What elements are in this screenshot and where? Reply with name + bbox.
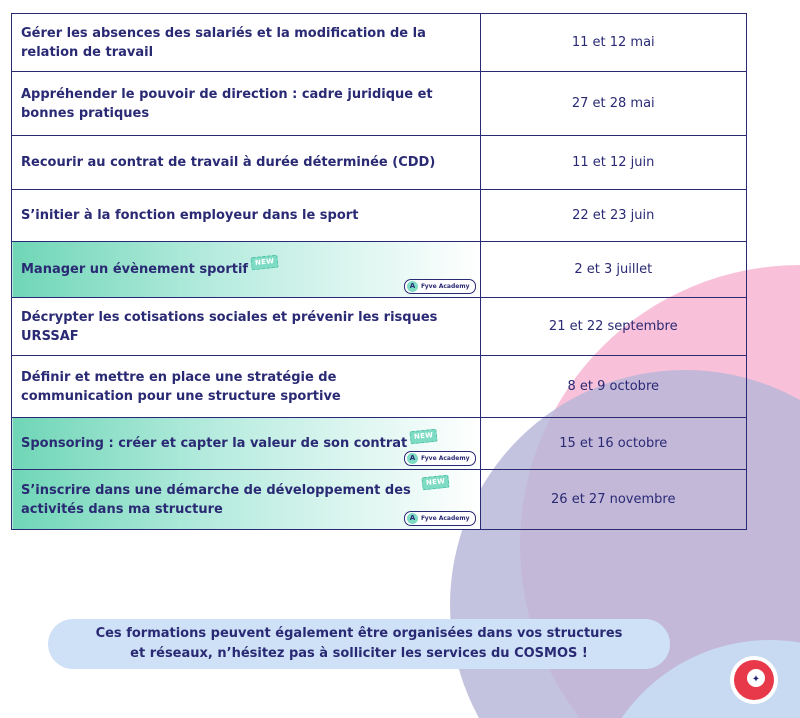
academy-label: Fyve Academy xyxy=(420,282,470,290)
academy-label: Fyve Academy xyxy=(420,514,470,522)
new-badge: NEW xyxy=(422,475,450,491)
training-title-cell xyxy=(12,418,481,470)
training-title-cell xyxy=(12,242,481,298)
cosmos-logo-icon xyxy=(732,658,776,702)
table-row xyxy=(12,14,747,72)
table-row xyxy=(12,470,747,530)
training-dates: 15 et 16 octobre xyxy=(480,418,746,470)
table-row xyxy=(12,72,747,136)
training-dates: 8 et 9 octobre xyxy=(480,356,746,418)
academy-label: Fyve Academy xyxy=(420,454,470,462)
table-row xyxy=(12,356,747,418)
new-badge: NEW xyxy=(410,429,438,445)
table-row xyxy=(12,136,747,190)
svg-text:✦: ✦ xyxy=(751,674,761,685)
training-title: Gérer les absences des salariés et la modification de la relation de travail xyxy=(12,14,481,72)
training-schedule-table xyxy=(11,13,747,530)
new-badge: NEW xyxy=(250,255,278,271)
academy-badge xyxy=(404,279,476,294)
training-title: S’inscrire dans une démarche de développement des activités dans ma structure xyxy=(21,482,411,517)
training-dates: 11 et 12 juin xyxy=(480,136,746,190)
training-title: Définir et mettre en place une stratégie de communication pour une structure sportive xyxy=(12,356,481,418)
training-dates: 26 et 27 novembre xyxy=(480,470,746,530)
training-title: Appréhender le pouvoir de direction : cadre juridique et bonnes pratiques xyxy=(12,72,481,136)
fyve-academy-icon: A xyxy=(407,453,418,464)
training-title-cell xyxy=(12,470,481,530)
training-dates: 22 et 23 juin xyxy=(480,190,746,242)
table-row xyxy=(12,298,747,356)
training-dates: 11 et 12 mai xyxy=(480,14,746,72)
footer-note: Ces formations peuvent également être organisées dans vos structures et réseaux, n’hésitez pas à solliciter les services du COSMOS ! xyxy=(48,619,670,669)
training-dates: 21 et 22 septembre xyxy=(480,298,746,356)
training-title: Décrypter les cotisations sociales et prévenir les risques URSSAF xyxy=(12,298,481,356)
training-dates: 27 et 28 mai xyxy=(480,72,746,136)
cosmos-logo-graphic xyxy=(732,658,776,702)
table-row xyxy=(12,418,747,470)
training-title: Recourir au contrat de travail à durée déterminée (CDD) xyxy=(12,136,481,190)
training-dates: 2 et 3 juillet xyxy=(480,242,746,298)
training-title: Sponsoring : créer et capter la valeur de son contrat xyxy=(21,436,408,451)
training-title: Manager un évènement sportif xyxy=(21,262,249,277)
academy-badge xyxy=(404,451,476,466)
table-row xyxy=(12,242,747,298)
fyve-academy-icon: A xyxy=(407,513,418,524)
table-row xyxy=(12,190,747,242)
academy-badge xyxy=(404,511,476,526)
fyve-academy-icon: A xyxy=(407,281,418,292)
training-title: S’initier à la fonction employeur dans le sport xyxy=(12,190,481,242)
